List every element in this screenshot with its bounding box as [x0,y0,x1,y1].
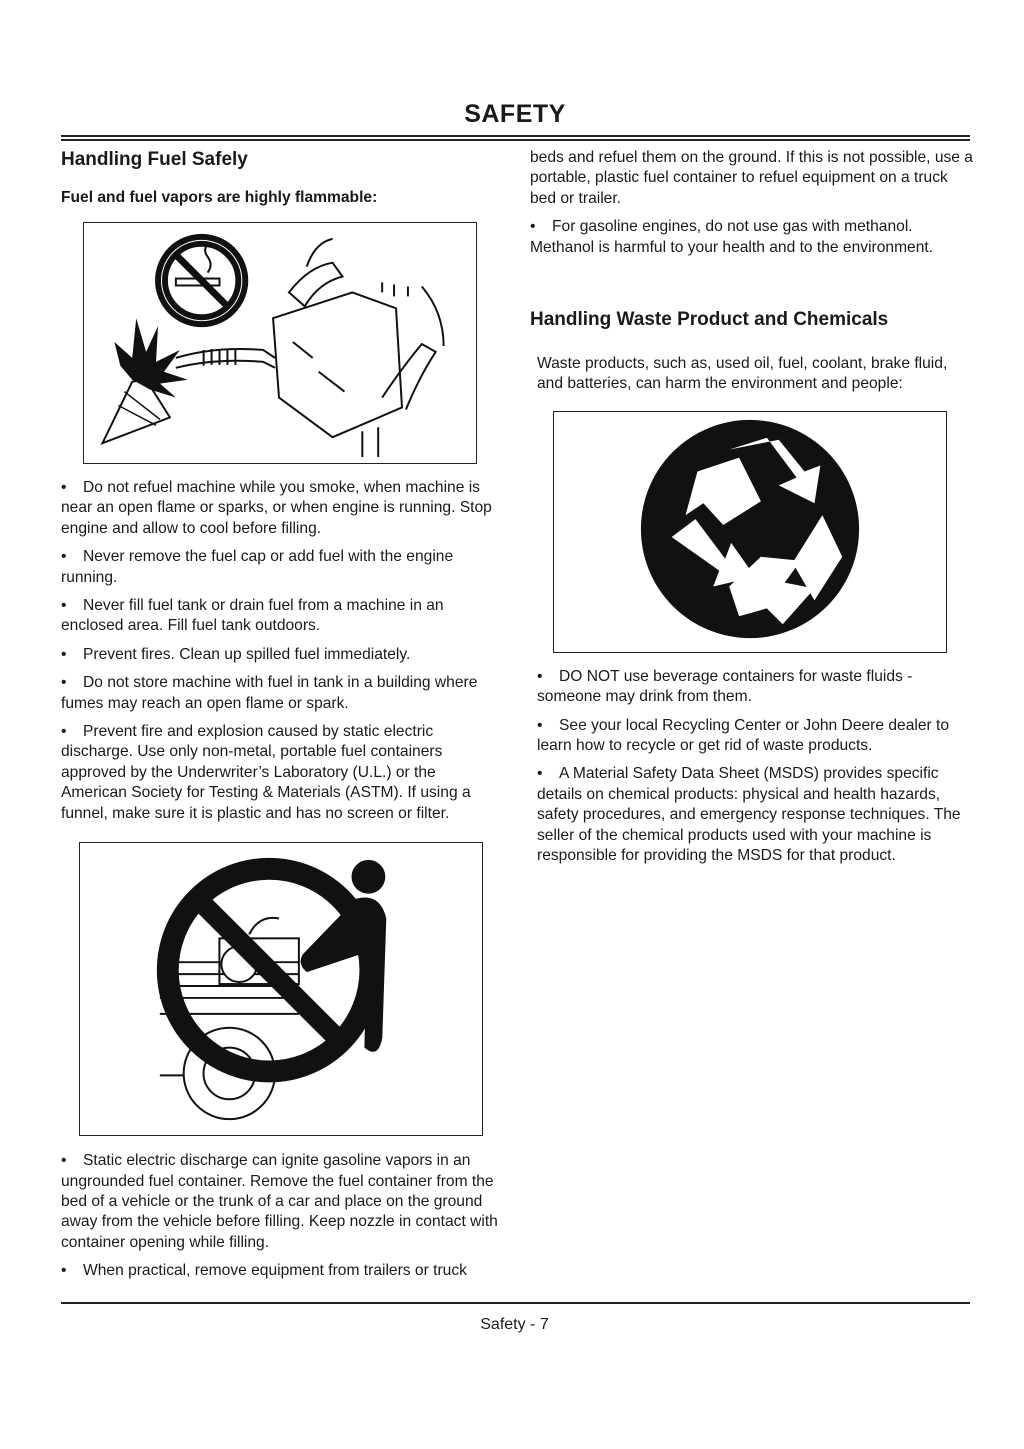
recycling-symbol-illustration [553,411,947,653]
fuel-hose-icon [176,349,275,368]
bullet-enclosed-area: • Never fill fuel tank or drain fuel from a machine in an enclosed area. Fill fuel tank outdoors. [61,597,444,635]
footer-rule [61,1302,970,1304]
page-title: SAFETY [464,100,566,128]
refuel-flame-drawing [84,223,476,463]
bullet-prevent-fires: • Prevent fires. Clean up spilled fuel immediately. [61,645,411,663]
recycle-icon [554,412,946,652]
section-heading-fuel: Handling Fuel Safely [61,149,248,170]
waste-intro-text: Waste products, such as, used oil, fuel, coolant, brake fluid, and batteries, can harm the environment and people: [537,355,948,393]
truck-bed-prohibition-drawing [80,843,482,1135]
fuel-can-hands-icon [273,239,444,457]
continued-text: beds and refuel them on the ground. If this is not possible, use a portable, plastic fuel container to refuel equipment on a truck bed or trailer. [530,149,973,207]
left-column [61,148,503,1290]
bullet-remove-equipment: • When practical, remove equipment from trailers or truck [61,1262,467,1280]
bullet-static-discharge: • Prevent fire and explosion caused by static electric discharge. Use only non-metal, portable fuel containers approved by the Underwriter’s Laboratory (U.L.) or the American Society for Testing & Materials (ASTM). If using a funnel, make sure it is plastic and has no screen or filter. [61,723,471,822]
header-double-rule [61,135,970,141]
bullet-storage: • Do not store machine with fuel in tank in a building where fumes may reach an open flame or spark. [61,674,478,712]
no-smoking-refuel-illustration [83,222,477,464]
bullet-methanol: • For gasoline engines, do not use gas with methanol. Methanol is harmful to your health and to the environment. [530,218,934,256]
no-smoking-icon [158,237,245,324]
right-column [530,148,975,875]
bullet-fuel-cap: • Never remove the fuel cap or add fuel with the engine running. [61,548,454,586]
bullet-beverage-containers: • DO NOT use beverage containers for waste fluids - someone may drink from them. [537,667,913,706]
bullet-no-refuel-smoking: • Do not refuel machine while you smoke, when machine is near an open flame or sparks, or when engine is running. Stop engine and allow to cool before filling. [61,479,492,537]
flame-burst-icon [102,318,187,443]
bullet-static-ignite: • Static electric discharge can ignite gasoline vapors in an ungrounded fuel container. Remove the fuel container from the bed of a vehicle or the trunk of a car and place on the ground away from the vehicle before filling. Keep nozzle in contact with container opening while filling. [61,1152,498,1251]
bullet-msds: • A Material Safety Data Sheet (MSDS) provides specific details on chemical products: physical and health hazards, safety procedures, and emergency response techniques. The seller of the chemical products used with your machine is responsible for providing the MSDS for that product. [537,765,961,865]
prohibition-icon [168,869,371,1072]
no-refuel-in-truck-bed-illustration [79,842,483,1136]
section-heading-waste: Handling Waste Product and Chemicals [530,309,889,331]
section-subheading-flammable: Fuel and fuel vapors are highly flammable: [61,189,378,206]
bullet-recycling-center: • See your local Recycling Center or John Deere dealer to learn how to recycle or get rid of waste products. [537,716,950,755]
page-number: Safety - 7 [480,1316,549,1333]
